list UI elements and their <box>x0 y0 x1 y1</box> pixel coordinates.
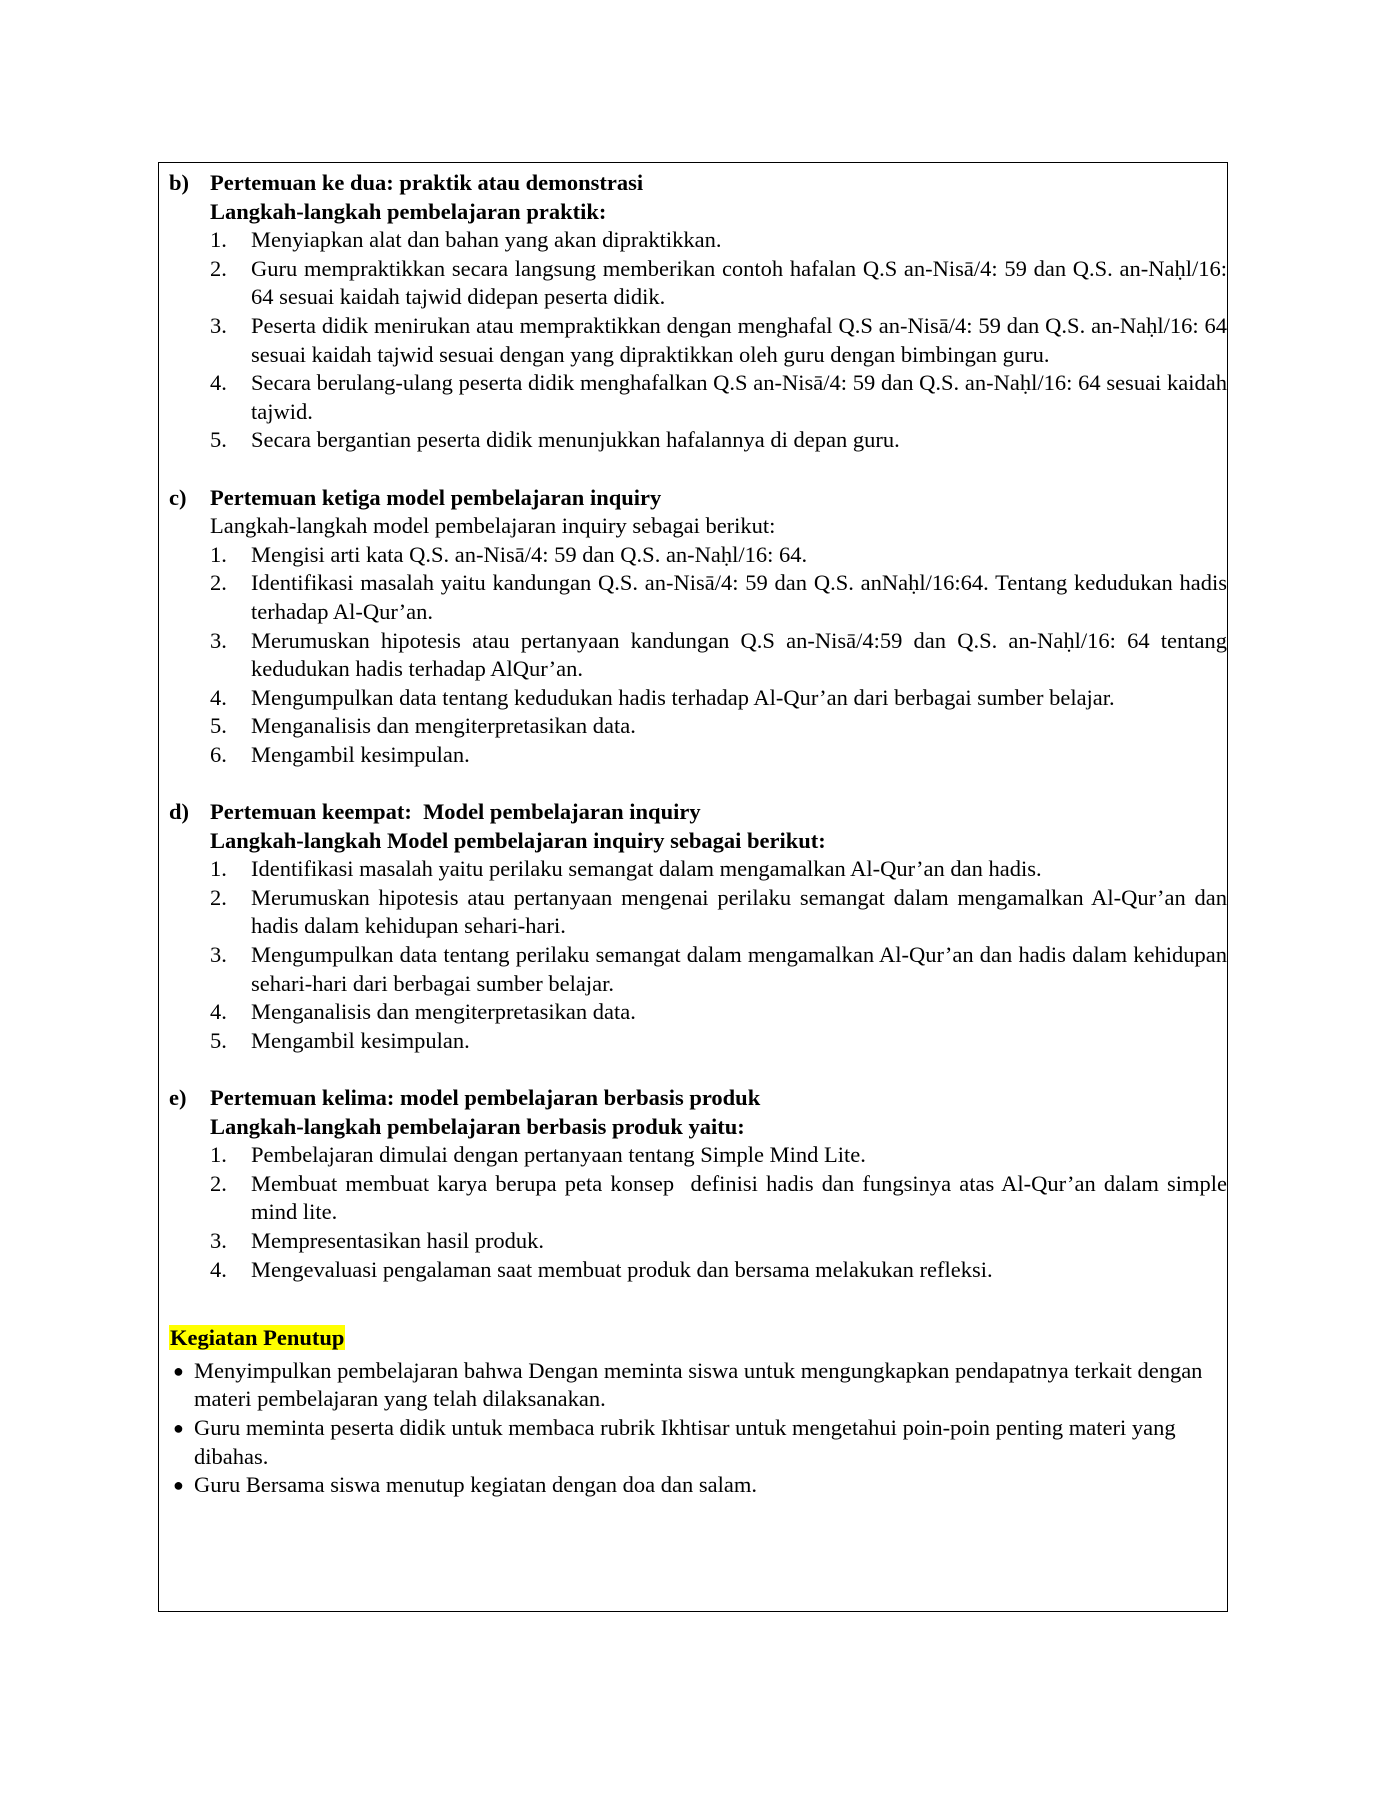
section-c <box>169 484 1227 770</box>
list-item: 5. Secara bergantian peserta didik menunjukkan hafalannya di depan guru. <box>210 427 900 453</box>
list-item: 5. Menganalisis dan mengiterpretasikan data. <box>210 713 636 739</box>
list-item: 4. Mengevaluasi pengalaman saat membuat produk dan bersama melakukan refleksi. <box>210 1256 993 1282</box>
section-subtitle: Langkah-langkah pembelajaran berbasis produk yaitu: <box>210 1113 745 1139</box>
list-item: 5. Mengambil kesimpulan. <box>210 1027 470 1053</box>
section-b <box>169 169 1227 455</box>
list-item: 3. Peserta didik menirukan atau mempraktikkan dengan menghafal Q.S an-Nisā/4: 59 dan Q.S. an-Naḥl/16: 64 sesuai kaidah tajwid sesuai dengan yang dipraktikkan oleh guru dengan bimbingan guru. <box>210 312 1227 367</box>
list-item: 6. Mengambil kesimpulan. <box>210 741 470 767</box>
closing-title: Kegiatan Penutup <box>170 1325 345 1351</box>
list-item: 4. Mengumpulkan data tentang kedudukan hadis terhadap Al-Qur’an dari berbagai sumber belajar. <box>210 684 1115 710</box>
list-item: 2. Identifikasi masalah yaitu kandungan Q.S. an-Nisā/4: 59 dan Q.S. anNaḥl/16:64. Tentang kedudukan hadis terhadap Al-Qur’an. <box>210 570 1227 624</box>
list-item: 3. Mempresentasikan hasil produk. <box>210 1227 545 1253</box>
section-marker: b) <box>169 170 190 195</box>
section-title: Pertemuan kelima: model pembelajaran berbasis produk <box>210 1085 761 1110</box>
bullet-icon: ● <box>173 1475 184 1496</box>
list-item: 1. Identifikasi masalah yaitu perilaku semangat dalam mengamalkan Al-Qur’an dan hadis. <box>210 856 1042 882</box>
bullet-icon: ● <box>173 1360 184 1381</box>
list-item: 1. Mengisi arti kata Q.S. an-Nisā/4: 59 dan Q.S. an-Naḥl/16: 64. <box>210 541 808 567</box>
section-marker: c) <box>169 484 187 510</box>
list-item: 3. Merumuskan hipotesis atau pertanyaan kandungan Q.S an-Nisā/4:59 dan Q.S. an-Naḥl/16: 64 tentang kedudukan hadis terhadap AlQur’an. <box>210 627 1227 682</box>
list-item: 2. Membuat membuat karya berupa peta konsep definisi hadis dan fungsinya atas Al-Qur’an dalam simple mind lite. <box>210 1170 1233 1225</box>
section-title: Pertemuan keempat: Model pembelajaran inquiry <box>210 799 701 825</box>
steps-list <box>210 541 1227 770</box>
list-item: ● Guru Bersama siswa menutup kegiatan dengan doa dan salam. <box>169 1471 1227 1500</box>
section-subtitle: Langkah-langkah pembelajaran praktik: <box>210 198 607 224</box>
steps-list <box>210 226 1227 455</box>
steps-list <box>210 1141 1233 1284</box>
section-e <box>169 1084 1233 1284</box>
list-item: 2. Merumuskan hipotesis atau pertanyaan mengenai perilaku semangat dalam mengamalkan Al-Qur’an dan hadis dalam kehidupan sehari-hari. <box>210 884 1227 939</box>
list-item: 4. Secara berulang-ulang peserta didik menghafalkan Q.S an-Nisā/4: 59 dan Q.S. an-Naḥl/16: 64 sesuai kaidah tajwid. <box>210 370 1227 424</box>
section-title: Pertemuan ke dua: praktik atau demonstrasi <box>210 170 644 195</box>
closing-list <box>169 1357 1227 1500</box>
bullet-icon: ● <box>173 1417 184 1438</box>
section-subtitle: Langkah-langkah model pembelajaran inquiry sebagai berikut: <box>210 513 776 539</box>
section-marker: d) <box>169 799 190 825</box>
list-item: 3. Mengumpulkan data tentang perilaku semangat dalam mengamalkan Al-Qur’an dan hadis dalam kehidupan sehari-hari dari berbagai sumber belajar. <box>210 942 1227 996</box>
steps-list <box>210 855 1227 1055</box>
section-d <box>169 798 1227 1055</box>
closing-heading <box>169 1324 1227 1353</box>
list-item: 1. Menyiapkan alat dan bahan yang akan dipraktikkan. <box>210 227 722 253</box>
section-title: Pertemuan ketiga model pembelajaran inquiry <box>210 484 662 510</box>
section-marker: e) <box>169 1085 187 1110</box>
list-item: ● Guru meminta peserta didik untuk membaca rubrik Ikhtisar untuk mengetahui poin-poin penting materi yang dibahas. <box>173 1414 1176 1469</box>
section-subtitle: Langkah-langkah Model pembelajaran inquiry sebagai berikut: <box>210 827 826 853</box>
lesson-content <box>169 169 1233 1500</box>
list-item: ● Menyimpulkan pembelajaran bahwa Dengan meminta siswa untuk mengungkapkan pendapatnya terkait dengan materi pembelajaran yang telah dilaksanakan. <box>173 1357 1203 1412</box>
list-item: 4. Menganalisis dan mengiterpretasikan data. <box>210 999 636 1025</box>
content-box <box>158 162 1233 1612</box>
list-item: 1. Pembelajaran dimulai dengan pertanyaan tentang Simple Mind Lite. <box>210 1142 866 1168</box>
list-item: 2. Guru mempraktikkan secara langsung memberikan contoh hafalan Q.S an-Nisā/4: 59 dan Q.S. an-Naḥl/16: 64 sesuai kaidah tajwid didepan peserta didik. <box>210 255 1227 310</box>
